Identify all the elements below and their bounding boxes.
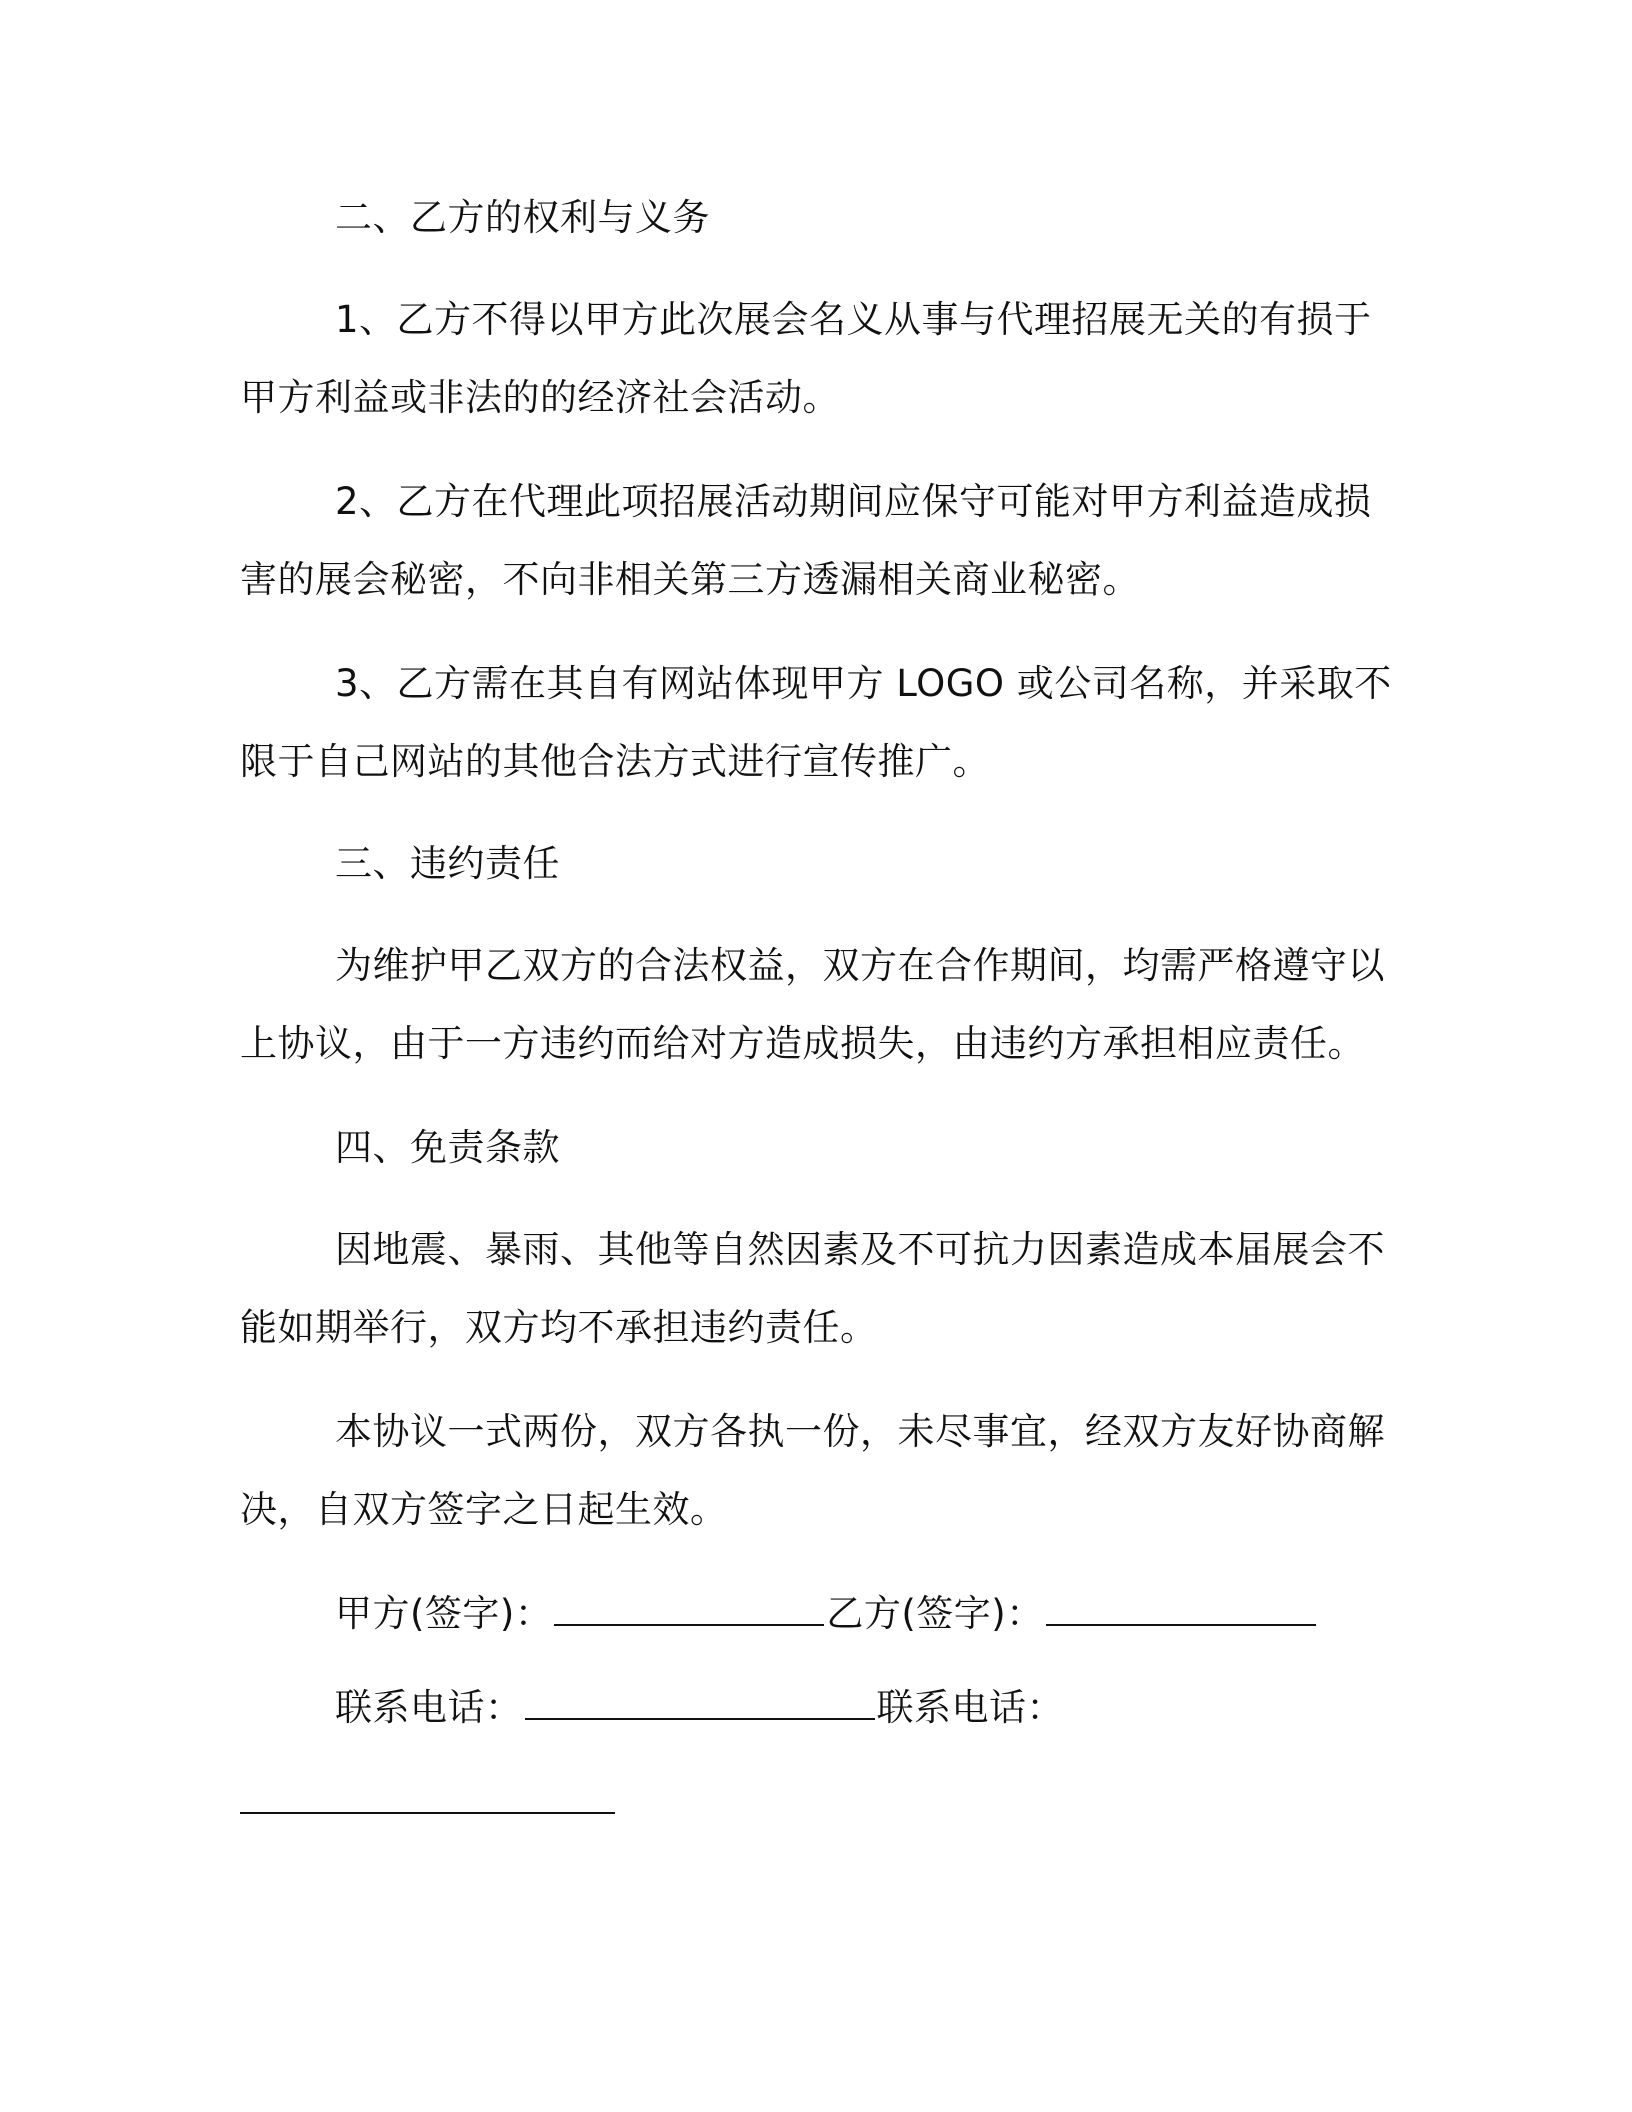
clause-1-line-1: 1、乙方不得以甲方此次展会名义从事与代理招展无关的有损于 (335, 298, 1372, 341)
exemption-line-2: 能如期举行，双方均不承担违约责任。 (240, 1306, 878, 1349)
clause-2-line-1: 2、乙方在代理此项招展活动期间应保守可能对甲方利益造成损 (335, 480, 1372, 523)
party-b-phone-label: 联系电话： (876, 1686, 1064, 1729)
party-b-phone-blank (240, 1812, 615, 1814)
clause-2-line-2: 害的展会秘密，不向非相关第三方透漏相关商业秘密。 (240, 558, 1140, 601)
party-a-phone-label: 联系电话： (335, 1686, 523, 1729)
closing-line-2: 决，自双方签字之日起生效。 (240, 1488, 728, 1531)
section-heading-rights-obligations: 二、乙方的权利与义务 (335, 196, 710, 239)
party-a-sign-blank (554, 1594, 824, 1626)
exemption-line-1: 因地震、暴雨、其他等自然因素及不可抗力因素造成本届展会不 (335, 1228, 1385, 1271)
section-heading-exemption: 四、免责条款 (335, 1126, 560, 1169)
closing-line-1: 本协议一式两份，双方各执一份，未尽事宜，经双方友好协商解 (335, 1410, 1385, 1453)
liability-line-1: 为维护甲乙双方的合法权益，双方在合作期间，均需严格遵守以 (335, 944, 1385, 987)
party-a-phone-blank (525, 1688, 875, 1720)
party-b-sign-label: 乙方(签字)： (826, 1592, 1044, 1635)
liability-line-2: 上协议，由于一方违约而给对方造成损失，由违约方承担相应责任。 (240, 1022, 1365, 1065)
clause-1-line-2: 甲方利益或非法的的经济社会活动。 (240, 376, 840, 419)
signature-row (335, 1592, 1495, 1636)
phone-row (335, 1686, 1495, 1730)
section-heading-liability: 三、违约责任 (335, 842, 560, 885)
party-b-sign-blank (1046, 1594, 1316, 1626)
clause-3-line-1: 3、乙方需在其自有网站体现甲方 LOGO 或公司名称，并采取不 (335, 662, 1392, 705)
clause-3-line-2: 限于自己网站的其他合法方式进行宣传推广。 (240, 740, 990, 783)
party-a-sign-label: 甲方(签字)： (335, 1592, 553, 1635)
